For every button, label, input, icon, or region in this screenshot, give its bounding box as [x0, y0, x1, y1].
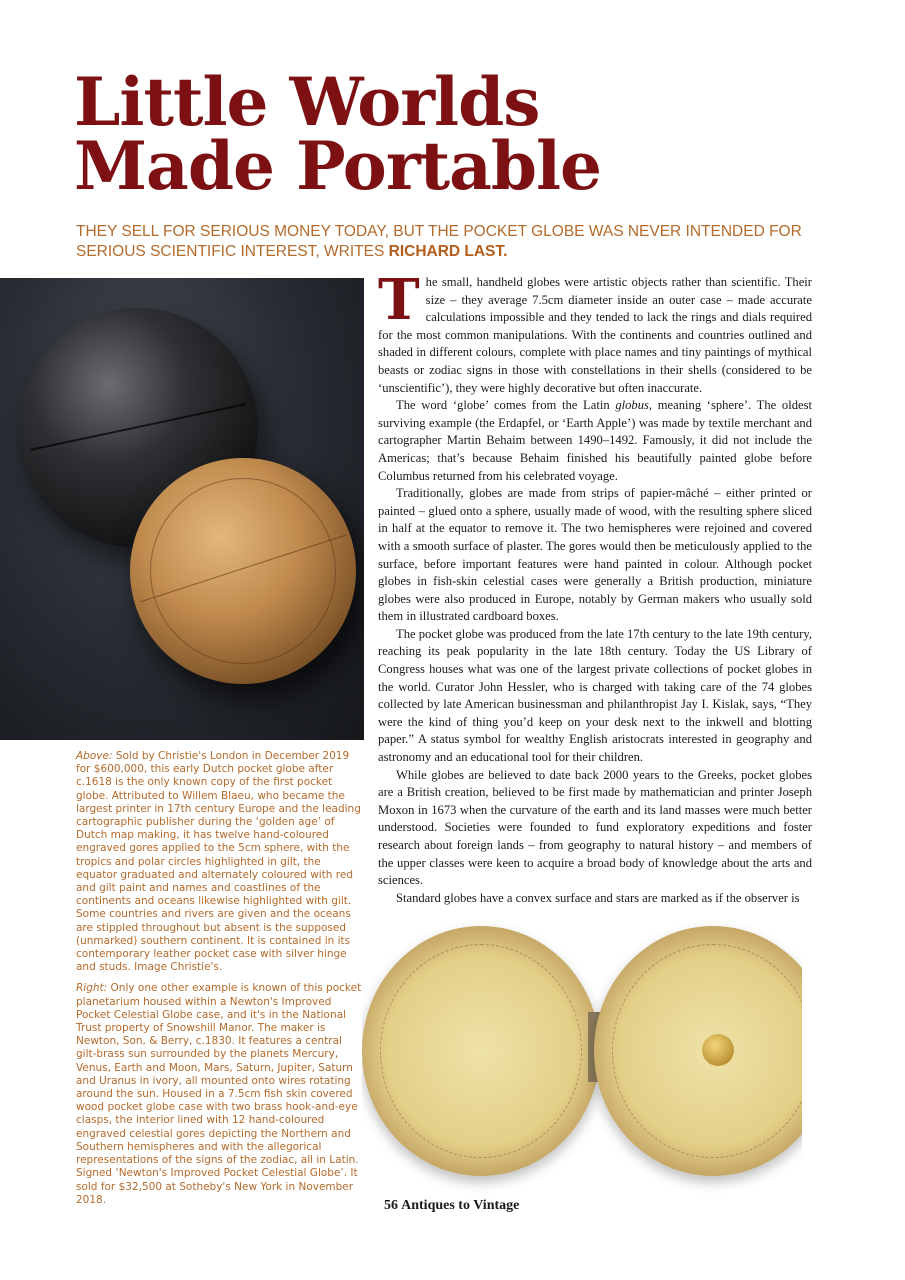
standfirst-text: THEY SELL FOR SERIOUS MONEY TODAY, BUT THE POCKET GLOBE WAS NEVER INTENDED FOR SERIOUS SCIENTIFIC INTEREST, WRITES: [76, 223, 802, 260]
celestial-hemisphere-right: [594, 926, 802, 1176]
paragraph-2: [378, 397, 812, 485]
paragraph-1-text: he small, handheld globes were artistic objects rather than scientific. Their size – they average 7.5cm diameter inside an outer case – made accurate calculations impossible and they tended to lack the rings and dials required for the most common manipulations. With the continents and countries outlined and shaded in different colours, complete with place names and tiny paintings of mythical beasts or zodiac signs in those with constellations in their shells (considered to be ‘unscientific’), they were highly decorative but often inaccurate.: [378, 275, 812, 395]
drop-cap: T: [378, 267, 420, 333]
paragraph-2-text-a: The word ‘globe’ comes from the Latin: [396, 398, 616, 413]
paragraph-3: Traditionally, globes are made from strips of papier-mâché – either printed or painted – glued onto a sphere, usually made of wood, with the resulting sphere sliced in half at the equator to remove it. The two hemispheres were rejoined and covered with a smooth surface of plaster. The gores would then be meticulously applied to the surface, before important features were hand painted in colour. Although pocket globes in fish-skin celestial cases were generally a British production, miniature globes were also produced in Europe, notably by German makers who usually sold them in illustrated cardboard boxes.: [378, 486, 812, 624]
photo-pocket-globes: [0, 278, 364, 740]
page-number: 56: [384, 1198, 398, 1213]
paragraph-4: The pocket globe was produced from the late 17th century to the late 19th century, reaching its peak popularity in the late 18th century. Today the US Library of Congress houses what was one of the largest private collections of pocket globes in the world. Curator John Hessler, who is charged with taking care of the 74 globes collected by late American businessman and philanthropist Jay I. Kislak, says, “They were the kind of thing you’d keep on your desk next to the inkwell and blotting paper.” A status symbol for wealthy English aristocrats interested in geography and astronomy and an educational tool for their children.: [378, 626, 812, 765]
headline-line-2: Made Portable: [74, 127, 602, 205]
paragraph-6: Standard globes have a convex surface and stars are marked as if the observer is: [396, 890, 800, 905]
caption-above: [76, 750, 364, 974]
paragraph-1: [378, 267, 812, 397]
caption-right-label: Right:: [76, 982, 108, 995]
caption-right-text: Only one other example is known of this pocket planetarium housed within a Newton's Improved Pocket Celestial Globe case, and it's in the National Trust property of Snowshill Manor. The maker is Newton, Son, & Berry, c.1830. It features a central gilt-brass sun surrounded by the planets Mercury, Venus, Earth and Moon, Mars, Saturn, Jupiter, Saturn and Uranus in ivory, all mounted onto wires rotating around the sun. Housed in a 7.5cm fish skin covered wood pocket globe case with two brass hook-and-eye clasps, the interior lined with 12 hand-coloured engraved celestial gores depicting the Northern and Southern hemispheres and with the allegorical representations of the signs of the zodiac, all in Latin. Signed ‘Newton's Improved Pocket Celestial Globe’. It sold for $32,500 at Sotheby's New York in November 2018.: [76, 982, 362, 1206]
paragraph-2-text-b: meaning ‘sphere’. The oldest surviving example (the Erdapfel, or ‘Earth Apple’) was made by textile merchant and cartographer Martin Behaim between 1490–1492. Famously, it did not include the Americas; that’s because Behaim finished his beautifully painted globe before Columbus returned from his celebrated voyage.: [378, 398, 813, 483]
headline: [74, 63, 874, 205]
publication-name: Antiques to Vintage: [401, 1198, 520, 1213]
standfirst: [76, 222, 836, 262]
celestial-hemisphere-left: [362, 926, 600, 1176]
paragraph-2-italic: globus,: [615, 398, 653, 413]
photo-pocket-planetarium: [362, 912, 802, 1202]
standfirst-author: RICHARD LAST.: [388, 243, 508, 260]
terrestrial-globe: [130, 458, 356, 684]
caption-above-label: Above:: [76, 750, 113, 762]
headline-line-1: Little Worlds: [74, 63, 540, 141]
article-body: [378, 267, 813, 907]
paragraph-5: While globes are believed to date back 2000 years to the Greeks, pocket globes are a British creation, believed to be first made by mathematician and printer Joseph Moxon in 1673 when the curvature of the earth and its land masses were much better understood. Societies were founded to fund exploratory expeditions and foster research about foreign lands – from geography to natural history – and members of the upper classes were keen to acquire a broad body of knowledge about the arts and sciences.: [378, 767, 812, 888]
captions: [76, 750, 364, 1215]
brass-sun: [702, 1034, 734, 1066]
caption-right: [76, 982, 364, 1206]
page-footer: [384, 1198, 519, 1214]
caption-above-text: Sold by Christie's London in December 2019 for $600,000, this early Dutch pocket globe after c.1618 is the only known copy of the first pocket globe. Attributed to Willem Blaeu, who became the largest printer in 17th century Europe and the leading cartographic publisher during the ‘golden age’ of Dutch map making, it has twelve hand-coloured engraved gores applied to the 5cm sphere, with the tropics and polar circles highlighted in gilt, the equator graduated and alternately coloured with red and gilt paint and names and coastlines of the continents and oceans likewise highlighted with gilt. Some countries and rivers are given and the oceans are stippled throughout but absent is the supposed (unmarked) southern continent. It is contained in its contemporary leather pocket case with silver hinge and studs. Image Christie's.: [76, 750, 361, 974]
